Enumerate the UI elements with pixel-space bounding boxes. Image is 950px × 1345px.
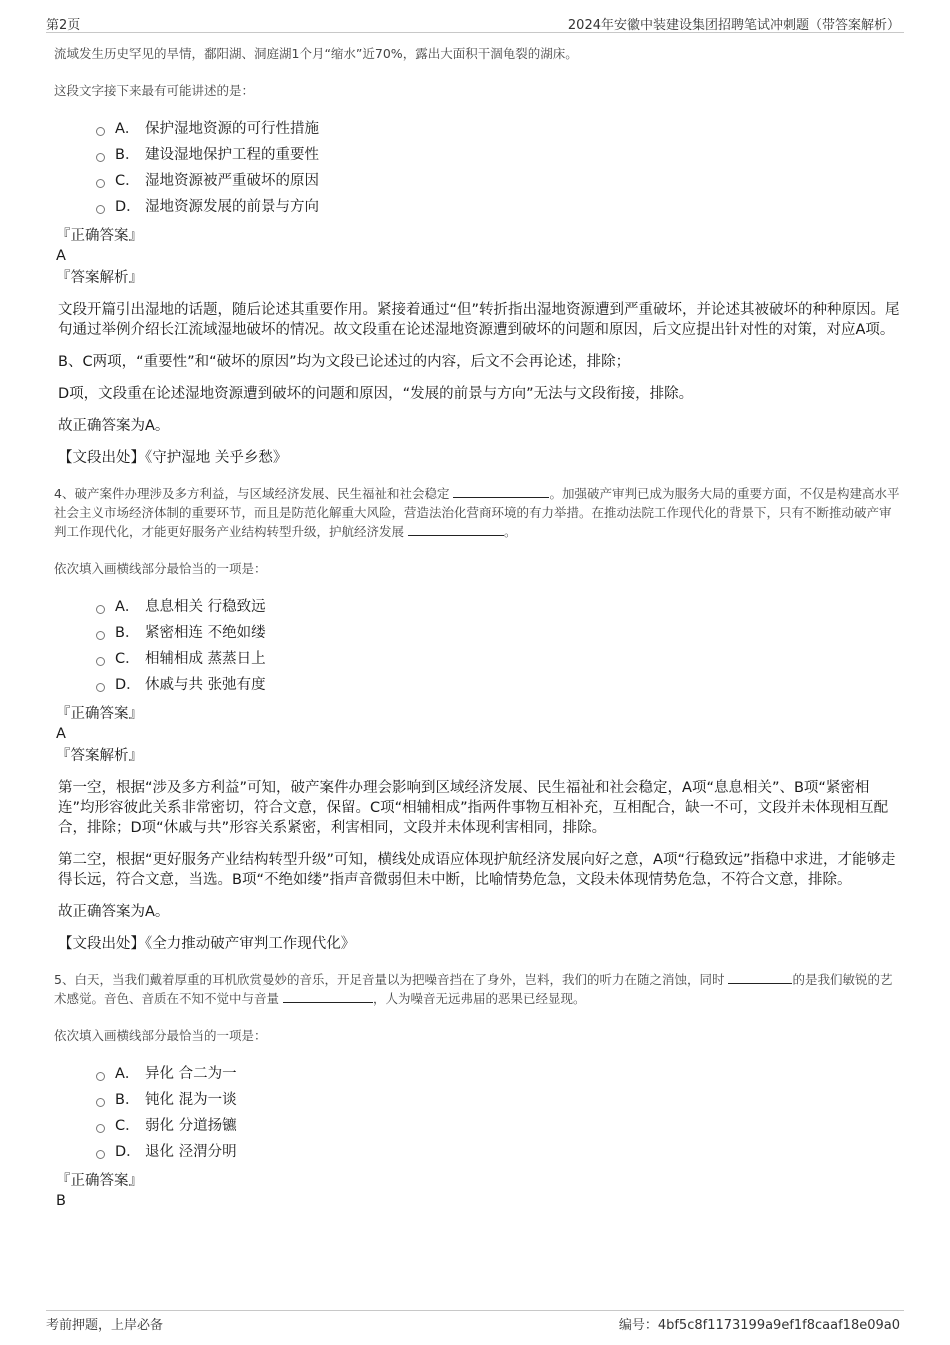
footer-slogan: 考前押题，上岸必备 [46,1318,164,1333]
radio-icon[interactable] [96,205,105,214]
q4-option-a[interactable]: A． 息息相关 行稳致远 [96,594,900,620]
radio-icon[interactable] [96,127,105,136]
q4-option-c[interactable]: C． 相辅相成 蒸蒸日上 [96,646,900,672]
q5-answer-label: 『正确答案』 [56,1173,143,1189]
radio-icon[interactable] [96,1098,105,1107]
q3-analysis-label: 『答案解析』 [56,270,143,286]
page-content [54,44,900,1213]
q3-option-d[interactable]: D． 湿地资源发展的前景与方向 [96,194,900,220]
page-number: 第2页 [46,18,81,33]
q4-options [54,594,900,698]
fill-blank [408,523,504,536]
q4-prompt: 依次填入画横线部分最恰当的一项是： [54,561,267,576]
q5-option-a[interactable]: A． 异化 合二为一 [96,1061,900,1087]
q4-option-d[interactable]: D． 休戚与共 张弛有度 [96,672,900,698]
q3-answer: A [56,248,66,264]
q3-options [54,116,900,220]
q3-analysis-1: 文段开篇引出湿地的话题，随后论述其重要作用。紧接着通过“但”转折指出湿地资源遭到严重破坏，并论述其被破坏的种种原因。尾句通过举例介绍长江流域湿地破坏的情况。故文段重在论述湿地资源遭到破坏的问题和原因，后文应提出针对性的对策，对应A项。 [58,302,900,338]
fill-blank [283,990,373,1003]
radio-icon[interactable] [96,605,105,614]
q4-answer: A [56,726,66,742]
q5-option-b[interactable]: B． 钝化 混为一谈 [96,1087,900,1113]
q5-text: 5、白天，当我们戴着厚重的耳机欣赏曼妙的音乐，开足音量以为把噪音挡在了身外，岂料，我们的听力在随之消蚀，同时 的是我们敏锐的艺术感觉。音色、音质在不知不觉中与音量 ，人为噪音无远弗届的恶果已经显现。 [54,972,893,1006]
q5-option-c[interactable]: C． 弱化 分道扬镳 [96,1113,900,1139]
q4-analysis-2: 第二空，根据“更好服务产业结构转型升级”可知，横线处成语应体现护航经济发展向好之意，A项“行稳致远”指稳中求进，才能够走得长远，符合文意，当选。B项“不绝如缕”指声音微弱但未中断，比喻情势危急，文段未体现情势危急，不符合文意，排除。 [58,852,896,888]
q3-answer-label: 『正确答案』 [56,228,143,244]
q5-options [54,1061,900,1165]
radio-icon[interactable] [96,683,105,692]
q3-analysis-4: 故正确答案为A。 [58,418,170,434]
q5-option-d[interactable]: D． 退化 泾渭分明 [96,1139,900,1165]
fill-blank [728,971,792,984]
radio-icon[interactable] [96,1072,105,1081]
q3-text: 流域发生历史罕见的旱情，鄱阳湖、洞庭湖1个月“缩水”近70%，露出大面积干涸龟裂的湖床。 [54,46,578,61]
q4-analysis-3: 故正确答案为A。 [58,904,170,920]
q3-option-c[interactable]: C． 湿地资源被严重破坏的原因 [96,168,900,194]
radio-icon[interactable] [96,657,105,666]
q4-option-b[interactable]: B． 紧密相连 不绝如缕 [96,620,900,646]
q3-prompt: 这段文字接下来最有可能讲述的是： [54,83,255,98]
radio-icon[interactable] [96,153,105,162]
footer-serial: 编号：4bf5c8f1173199a9ef1f8caaf18e09a0 [618,1318,900,1333]
page-header [46,12,904,33]
document-title: 2024年安徽中装建设集团招聘笔试冲刺题（带答案解析） [567,18,900,33]
radio-icon[interactable] [96,1150,105,1159]
q4-source: 【文段出处】《全力推动破产审判工作现代化》 [58,936,356,952]
q4-analysis-label: 『答案解析』 [56,748,143,764]
q3-analysis-2: B、C两项，“重要性”和“破坏的原因”均为文段已论述过的内容，后文不会再论述，排除； [58,354,631,370]
q5-answer: B [56,1193,66,1209]
q4-answer-label: 『正确答案』 [56,706,143,722]
q3-option-b[interactable]: B． 建设湿地保护工程的重要性 [96,142,900,168]
radio-icon[interactable] [96,1124,105,1133]
q5-prompt: 依次填入画横线部分最恰当的一项是： [54,1028,267,1043]
radio-icon[interactable] [96,179,105,188]
page-footer [46,1310,904,1335]
q4-analysis-1: 第一空，根据“涉及多方利益”可知，破产案件办理会影响到区域经济发展、民生福祉和社会稳定，A项“息息相关”、B项“紧密相连”均形容彼此关系非常密切，符合文意，保留。C项“相辅相成”指两件事物互相补充，互相配合，缺一不可，文段并未体现相互配合，排除；D项“休戚与共”形容关系紧密，利害相同，文段并未体现利害相同，排除。 [58,780,889,836]
fill-blank [453,485,549,498]
q3-analysis-3: D项，文段重在论述湿地资源遭到破坏的问题和原因，“发展的前景与方向”无法与文段衔接，排除。 [58,386,694,402]
q3-option-a[interactable]: A． 保护湿地资源的可行性措施 [96,116,900,142]
radio-icon[interactable] [96,631,105,640]
q4-text: 4、破产案件办理涉及多方利益，与区域经济发展、民生福祉和社会稳定 。加强破产审判已成为服务大局的重要方面，不仅是构建高水平社会主义市场经济体制的重要环节，而且是防范化解重大风险，营造法治化营商环境的有力举措。在推动法院工作现代化的背景下，只有不断推动破产审判工作现代化，才能更好服务产业结构转型升级，护航经济发展 。 [54,486,900,539]
q3-source: 【文段出处】《守护湿地 关乎乡愁》 [58,450,288,466]
